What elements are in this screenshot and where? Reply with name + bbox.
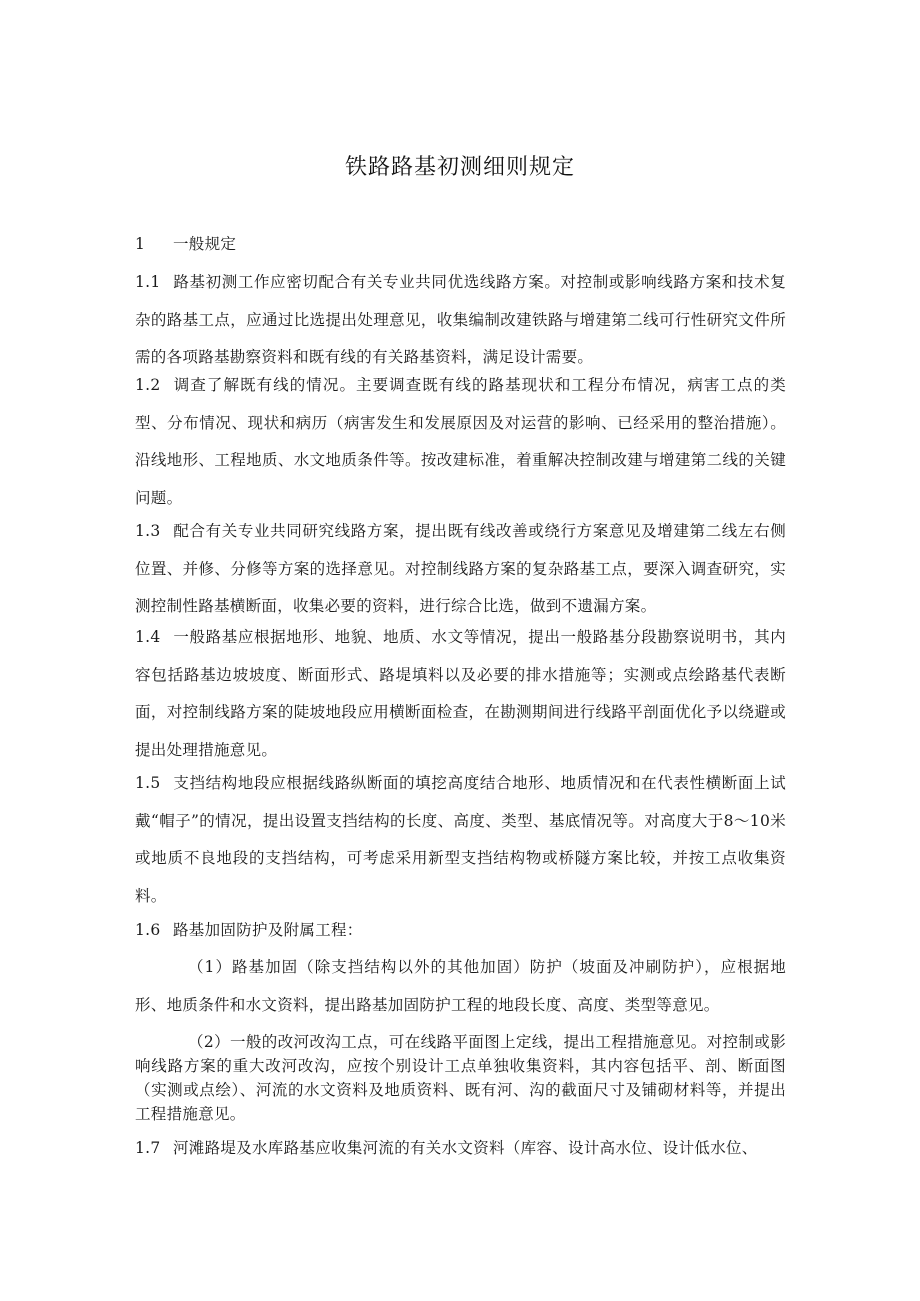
section-text: 一般路基应根据地形、地貌、地质、水文等情况，提出一般路基分段勘察说明书，其内容包括路基边坡坡度、断面形式、路堤填料以及必要的排水措施等；实测或点绘路基代表断面，对控制线路方案的陡坡地段应用横断面检查，在勘测期间进行线路平剖面优化予以绕避或提出处理措施意见。 [135,628,786,759]
section-text: 支挡结构地段应根据线路纵断面的填挖高度结合地形、地质情况和在代表性横断面上试戴“帽子”的情况，提出设置支挡结构的长度、高度、类型、基底情况等。对高度大于8～10米或地质不良地段的支挡结构，可考虑采用新型支挡结构物或桥隧方案比较，并按工点收集资料。 [135,774,786,905]
section-1-5 [135,765,786,915]
section-number: 1.2 [135,376,161,394]
section-text: 配合有关专业共同研究线路方案，提出既有线改善或绕行方案意见及增建第二线左右侧位置、并修、分修等方案的选择意见。对控制线路方案的复杂路基工点，要深入调查研究，实测控制性路基横断面，收集必要的资料，进行综合比选，做到不遗漏方案。 [135,522,786,616]
section-1-7 [135,1130,786,1168]
section-text: 一般规定 [173,235,237,253]
section-1-2 [135,367,786,517]
section-text: 调查了解既有线的情况。主要调查既有线的路基现状和工程分布情况，病害工点的类型、分布情况、现状和病历（病害发生和发展原因及对运营的影响、已经采用的整治措施）。沿线地形、工程地质、水文地质条件等。按改建标准，着重解决控制改建与增建第二线的关键问题。 [135,376,786,507]
document-title: 铁路路基初测细则规定 [344,155,575,180]
section-number: 1.7 [135,1139,161,1157]
section-1-6 [135,912,786,950]
section-number: 1.3 [135,522,161,540]
section-number: 1 [135,235,146,253]
section-text: 路基加固防护及附属工程： [173,921,363,939]
subitem-text: （2）一般的改河改沟工点，可在线路平面图上定线，提出工程措施意见。对控制或影响线路方案的重大改河改沟，应按个别设计工点单独收集资料，其内容包括平、剖、断面图（实测或点绘）、河流的水文资料及地质资料、既有河、沟的截面尺寸及铺砌材料等，并提出工程措施意见。 [135,1033,786,1123]
section-1-1 [135,264,786,377]
section-1-4 [135,619,786,769]
subitem-1 [135,949,786,1024]
section-number: 1.6 [135,921,161,939]
section-number: 1.4 [135,628,161,646]
section-text: 河滩路堤及水库路基应收集河流的有关水文资料（库容、设计高水位、设计低水位、 [173,1139,758,1157]
section-number: 1.1 [135,273,161,291]
section-1 [135,226,786,264]
section-number: 1.5 [135,774,161,792]
subitem-2 [135,1030,786,1126]
section-1-3 [135,513,786,626]
subitem-text: （1）路基加固（除支挡结构以外的其他加固）防护（坡面及冲刷防护），应根据地形、地质条件和水文资料，提出路基加固防护工程的地段长度、高度、类型等意见。 [135,958,786,1014]
section-text: 路基初测工作应密切配合有关专业共同优选线路方案。对控制或影响线路方案和技术复杂的路基工点，应通过比选提出处理意见，收集编制改建铁路与增建第二线可行性研究文件所需的各项路基勘察资料和既有线的有关路基资料，满足设计需要。 [135,273,786,367]
